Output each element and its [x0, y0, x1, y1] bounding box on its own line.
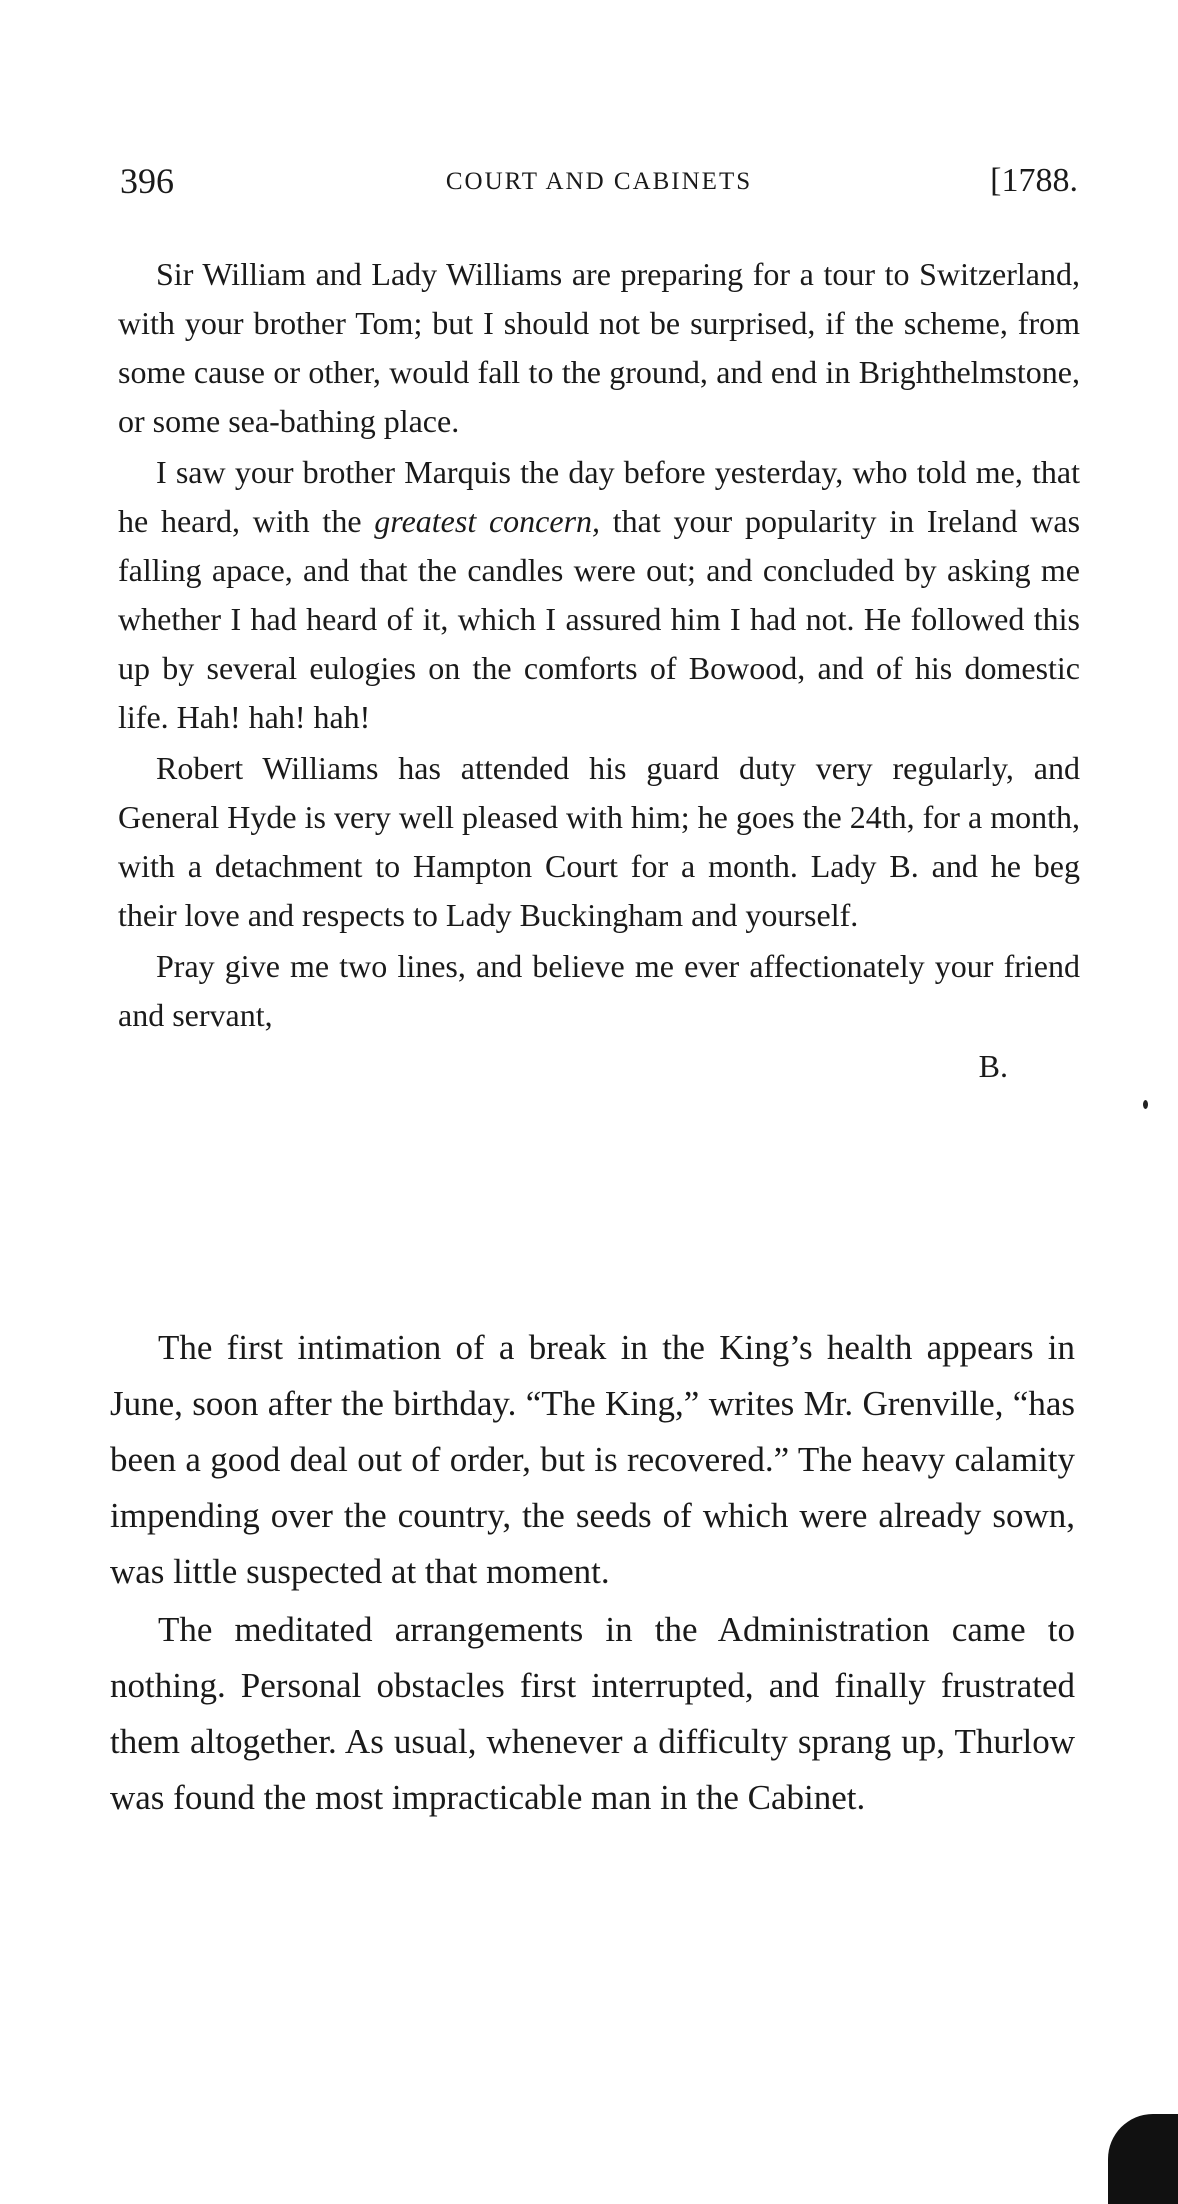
letter-body	[118, 250, 1080, 1091]
letter-paragraph: Sir William and Lady Williams are preparing for a tour to Switzerland, with your brother Tom; but I should not be surprised, if the scheme, from some cause or other, would fall to the ground, and end in Brighthelmstone, or some sea-bathing place.	[118, 256, 1080, 439]
header-year: [1788.	[990, 162, 1078, 199]
emphasized-text: greatest concern,	[374, 503, 601, 539]
narrative-paragraph: The first intimation of a break in the King’s health appears in June, soon after the birthday. “The King,” writes Mr. Grenville, “has been a good deal out of order, but is recovered.” The heavy calamity impending over the country, the seeds of which were already sown, was little suspected at that moment.	[110, 1328, 1075, 1591]
scan-corner-mark	[1108, 2114, 1178, 2204]
letter-paragraph-text: that your popularity in Ireland was falling apace, and that the candles were out; and concluded by asking me whether I had heard of it, which I assured him I had not. He followed this up by several eulogies on the comforts of Bowood, and of his domestic life. Hah! hah! hah!	[118, 503, 1081, 735]
page-number: 396	[120, 161, 174, 201]
page-header	[120, 160, 1078, 210]
narrative-paragraph: The meditated arrangements in the Administration came to nothing. Personal obstacles first interrupted, and finally frustrated them altogether. As usual, whenever a difficulty sprang up, Thurlow was found the most impracticable man in the Cabinet.	[110, 1610, 1075, 1817]
letter-paragraph-text: I saw your brother Marquis the day before yesterday, who told me, that he heard, with the	[118, 454, 1080, 539]
letter-paragraph: Robert Williams has attended his guard duty very regularly, and General Hyde is very well pleased with him; he goes the 24th, for a month, with a detachment to Hampton Court for a month. Lady B. and he beg their love and respects to Lady Buckingham and yourself.	[118, 750, 1080, 933]
letter-paragraph: Pray give me two lines, and believe me ever affectionately your friend and servant,	[118, 948, 1080, 1033]
narrative-body	[110, 1320, 1075, 1828]
running-head: COURT AND CABINETS	[445, 168, 753, 195]
letter-paragraph	[118, 448, 1080, 742]
ink-speck	[1143, 1100, 1148, 1109]
letter-signature: B.	[978, 1048, 1008, 1084]
